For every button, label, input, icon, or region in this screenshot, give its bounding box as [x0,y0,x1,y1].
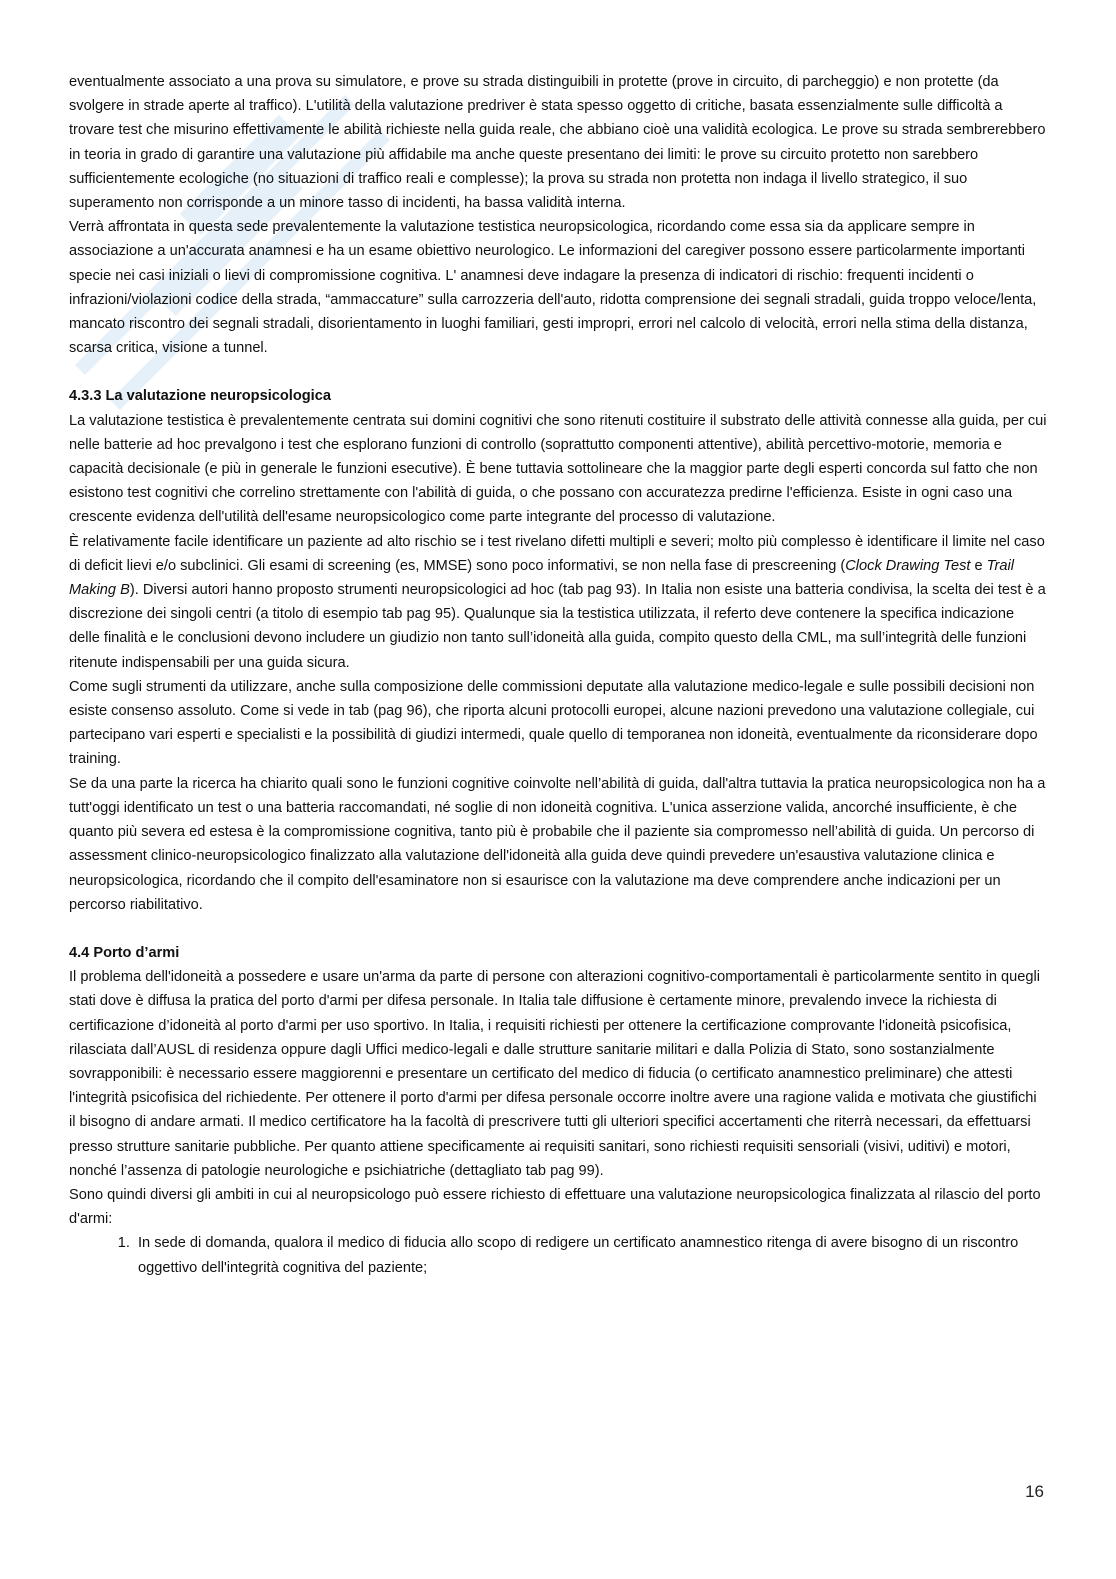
clock-drawing-test-term: Clock Drawing Test [845,557,971,574]
paragraph-433-2-b: ). Diversi autori hanno proposto strumenti neuropsicologici ad hoc (tab pag 93). In Italia non esiste una batteria condivisa, la scelta dei test è a discrezione dei singoli centri (a titolo di esempio tab pag 95). Qualunque sia la testistica utilizzata, il referto deve contenere la specifica indicazione delle finalità e le conclusioni devono includere un giudizio non tanto sull’idoneità alla guida, compito questo della CML, ma sull’integrità delle funzioni ritenute indispensabili per una guida sicura. [69,582,1046,671]
ambiti-list [69,1231,1047,1279]
paragraph-44-2: Sono quindi diversi gli ambiti in cui al neuropsicologo può essere richiesto di effettuare una valutazione neuropsicologica finalizzata al rilascio del porto d'armi: [69,1186,1041,1228]
paragraph-433-2 [69,530,1047,675]
trail-making-term: Trail Making B [69,557,1014,599]
paragraph-433-2-a: È relativamente facile identificare un paziente ad alto rischio se i test rivelano difetti multipli e severi; molto più complesso è identificare il limite nel caso di deficit lievi e/o subclinici. Gli esami di screening (es, MMSE) sono poco informativi, se non nella fase di prescreening ( [69,533,1045,574]
paragraph-433-3: Come sugli strumenti da utilizzare, anche sulla composizione delle commissioni deputate alla valutazione medico-legale e sulle possibili decisioni non esiste consenso assoluto. Come si vede in tab (pag 96), che riporta alcuni protocolli europei, alcune nazioni prevedono una valutazione collegiale, cui partecipano vari esperti e specialisti e la possibilità di giudizi intermedi, quale quello di temporanea non idoneità, eventualmente da riconsiderare dopo training. [69,678,1038,768]
page-number: 16 [1025,1482,1044,1501]
paragraph-intro-1: eventualmente associato a una prova su simulatore, e prove su strada distinguibili in protette (prove in circuito, di parcheggio) e non protette (da svolgere in strade aperte al traffico). L'utilità della valutazione predriver è stata spesso oggetto di critiche, basata essenzialmente sulle difficoltà a trovare test che misurino effettivamente le abilità richieste nella guida reale, che abbiano cioè una validità ecologica. Le prove su strada sembrerebbero in teoria in grado di garantire una valutazione più affidabile ma anche queste presentano dei limiti: le prove su circuito protetto non sarebbero sufficientemente ecologiche (no situazioni di traffico reali e complesse); la prova su strada non protetta non indaga il livello strategico, il suo superamento non corrisponde a un minore tasso di incidenti, ha bassa validità interna. [69,74,1046,212]
paragraph-intro-2: Verrà affrontata in questa sede prevalentemente la valutazione testistica neuropsicologica, ricordando come essa sia da applicare sempre in associazione a un'accurata anamnesi e ha un esame obiettivo neurologico. Le informazioni del caregiver possono essere particolarmente importanti specie nei casi iniziali o lievi di compromissione cognitiva. L' anamnesi deve indagare la presenza di indicatori di rischio: frequenti incidenti o infrazioni/violazioni codice della strada, “ammaccature” sulla carrozzeria dell'auto, ridotta comprensione dei segnali stradali, guida troppo veloce/lenta, mancato riscontro dei segnali stradali, disorientamento in luoghi familiari, gesti impropri, errori nel calcolo di velocità, errori nella stima della distanza, scarsa critica, visione a tunnel. [69,219,1037,357]
list-item: 1. In sede di domanda, qualora il medico di fiducia allo scopo di redigere un certificato anamnestico ritenga di avere bisogno di un riscontro oggettivo dell'integrità cognitiva del paziente; [134,1231,1047,1279]
paragraph-433-1: La valutazione testistica è prevalentemente centrata sui domini cognitivi che sono ritenuti costituire il substrato delle attività connesse alla guida, per cui nelle batterie ad hoc prevalgono i test che esplorano funzioni di controllo (soprattutto componenti attentive), abilità percettivo-motorie, memoria e capacità decisionale (e più in generale le funzioni esecutive). È bene tuttavia sottolineare che la maggior parte degli esperti concorda sul fatto che non esistono test cognitivi che correlino strettamente con l'abilità di guida, o che possano con accuratezza predirne l'efficienza. Esiste in ogni caso una crescente evidenza dell'utilità dell'esame neuropsicologico come parte integrante del processo di valutazione. [69,412,1047,526]
paragraph-433-4: Se da una parte la ricerca ha chiarito quali sono le funzioni cognitive coinvolte nell’abilità di guida, dall'altra tuttavia la pratica neuropsicologica non ha a tutt'oggi identificato un test o una batteria raccomandati, né soglie di non idoneità cognitiva. L'unica asserzione valida, ancorché insufficiente, è che quanto più severa ed estesa è la compromissione cognitiva, tanto più è probabile che il paziente sia compromesso nell’abilità di guida. Un percorso di assessment clinico-neuropsicologico finalizzato alla valutazione dell'idoneità alla guida deve quindi prevedere un'esaustiva valutazione clinica e neuropsicologica, ricordando che il compito dell'esaminatore non si esaurisce con la valutazione ma deve comprendere anche indicazioni per un percorso riabilitativo. [69,775,1046,913]
page-content [69,70,1047,1280]
section-heading-4-4: 4.4 Porto d’armi [69,944,180,961]
paragraph-433-2-e: e [970,557,987,574]
paragraph-44-1: Il problema dell'idoneità a possedere e usare un'arma da parte di persone con alterazioni cognitivo-comportamentali è particolarmente sentito in quegli stati dove è diffusa la pratica del porto d'armi per difesa personale. In Italia tale diffusione è certamente minore, prevalendo invece la richiesta di certificazione d’idoneità al porto d'armi per uso sportivo. In Italia, i requisiti richiesti per ottenere la certificazione comprovante l'idoneità psicofisica, rilasciata dall’AUSL di residenza oppure dagli Uffici medico-legali e dalle strutture sanitarie militari e dalla Polizia di Stato, sono sostanzialmente sovrapponibili: è necessario essere maggiorenni e presentare un certificato del medico di fiducia (o certificato anamnestico preliminare) che attesti l'integrità psicofisica del richiedente. Per ottenere il porto d'armi per difesa personale occorre inoltre avere una ragione valida e motivata che giustifichi il bisogno di andare armati. Il medico certificatore ha la facoltà di prescrivere tutti gli ulteriori specifici accertamenti che riterrà necessari, da effettuarsi presso strutture sanitarie pubbliche. Per quanto attiene specificamente ai requisiti sanitari, sono richiesti requisiti sensoriali (visivi, uditivi) e motori, nonché l’assenza di patologie neurologiche e psichiatriche (dettagliato tab pag 99). [69,969,1040,1179]
section-heading-4-3-3: 4.3.3 La valutazione neuropsicologica [69,388,331,405]
